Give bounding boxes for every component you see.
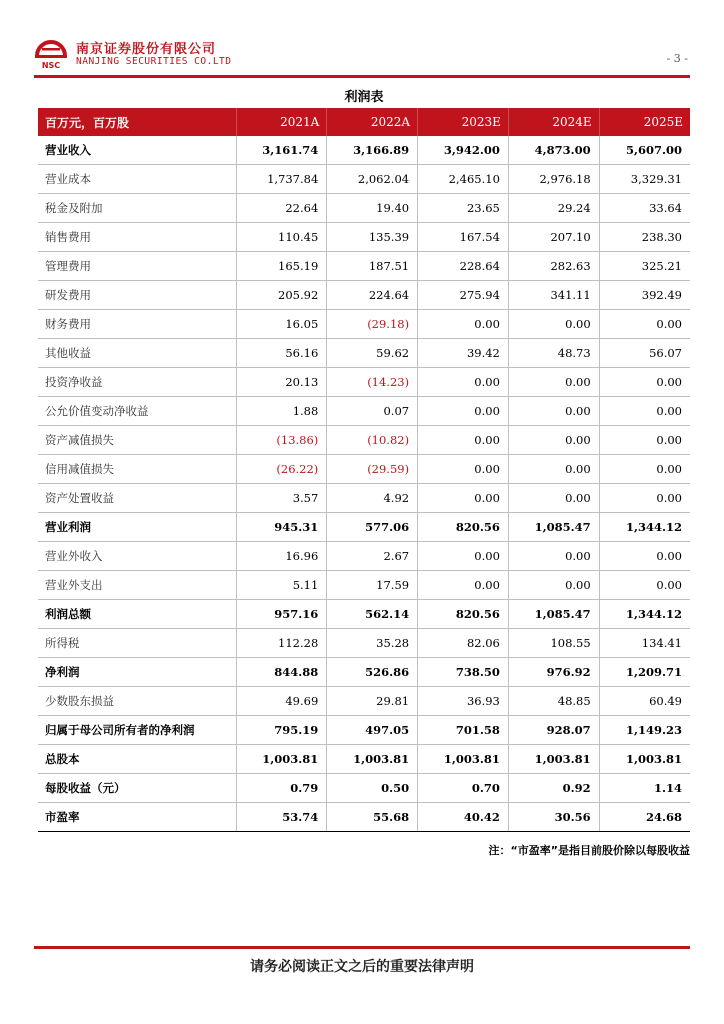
table-cell: 0.00 xyxy=(418,368,509,397)
row-label: 其他收益 xyxy=(38,339,236,368)
table-cell: 0.00 xyxy=(508,542,599,571)
row-label: 营业成本 xyxy=(38,165,236,194)
table-cell: 108.55 xyxy=(508,629,599,658)
table-header-row xyxy=(38,108,690,136)
table-row xyxy=(38,455,690,484)
table-cell: 40.42 xyxy=(418,803,509,832)
company-name-cn: 南京证券股份有限公司 xyxy=(76,42,217,57)
table-cell: 0.00 xyxy=(599,368,690,397)
nsc-logo-icon xyxy=(34,36,68,70)
table-cell: 0.92 xyxy=(508,774,599,803)
table-cell: 0.00 xyxy=(599,310,690,339)
table-cell: 341.11 xyxy=(508,281,599,310)
table-cell: 2.67 xyxy=(327,542,418,571)
table-cell: 0.00 xyxy=(599,484,690,513)
table-cell: 701.58 xyxy=(418,716,509,745)
row-label: 营业收入 xyxy=(38,136,236,165)
table-cell: 4.92 xyxy=(327,484,418,513)
table-cell: 2,062.04 xyxy=(327,165,418,194)
table-cell: 3,161.74 xyxy=(236,136,327,165)
table-cell: 0.00 xyxy=(508,397,599,426)
table-cell: 17.59 xyxy=(327,571,418,600)
table-cell: 135.39 xyxy=(327,223,418,252)
table-cell: 36.93 xyxy=(418,687,509,716)
table-cell: 976.92 xyxy=(508,658,599,687)
table-cell: 0.00 xyxy=(599,571,690,600)
table-cell: 39.42 xyxy=(418,339,509,368)
table-cell: 526.86 xyxy=(327,658,418,687)
column-header-year: 2023E xyxy=(418,108,509,136)
table-cell: 238.30 xyxy=(599,223,690,252)
table-row xyxy=(38,745,690,774)
table-cell: 1.14 xyxy=(599,774,690,803)
table-cell: 24.68 xyxy=(599,803,690,832)
table-cell: 3,166.89 xyxy=(327,136,418,165)
table-cell: 497.05 xyxy=(327,716,418,745)
table-cell: 5.11 xyxy=(236,571,327,600)
table-cell: 3,942.00 xyxy=(418,136,509,165)
table-cell: 56.16 xyxy=(236,339,327,368)
table-cell: 224.64 xyxy=(327,281,418,310)
table-cell: 0.79 xyxy=(236,774,327,803)
table-title: 利润表 xyxy=(344,90,384,105)
table-row xyxy=(38,281,690,310)
table-cell: 0.00 xyxy=(418,310,509,339)
table-cell: 33.64 xyxy=(599,194,690,223)
row-label: 营业外支出 xyxy=(38,571,236,600)
table-cell: 134.41 xyxy=(599,629,690,658)
table-cell: 0.50 xyxy=(327,774,418,803)
table-row xyxy=(38,774,690,803)
table-cell: 23.65 xyxy=(418,194,509,223)
row-label: 研发费用 xyxy=(38,281,236,310)
table-cell: 1,003.81 xyxy=(236,745,327,774)
table-cell: 207.10 xyxy=(508,223,599,252)
table-cell: 30.56 xyxy=(508,803,599,832)
table-cell: 3.57 xyxy=(236,484,327,513)
table-cell: 110.45 xyxy=(236,223,327,252)
row-label: 资产减值损失 xyxy=(38,426,236,455)
table-row xyxy=(38,629,690,658)
income-statement-table xyxy=(38,108,690,832)
table-cell: 0.00 xyxy=(508,426,599,455)
row-label: 管理费用 xyxy=(38,252,236,281)
table-cell: 1,085.47 xyxy=(508,600,599,629)
table-cell: 205.92 xyxy=(236,281,327,310)
company-name-en: NANJING SECURITIES CO.LTD xyxy=(76,56,232,67)
table-row xyxy=(38,339,690,368)
row-label: 利润总额 xyxy=(38,600,236,629)
table-row xyxy=(38,803,690,832)
table-cell: 2,465.10 xyxy=(418,165,509,194)
table-cell: 1,344.12 xyxy=(599,513,690,542)
table-row xyxy=(38,310,690,339)
table-row xyxy=(38,687,690,716)
table-cell: 0.00 xyxy=(418,397,509,426)
column-header-year: 2021A xyxy=(236,108,327,136)
table-cell: 112.28 xyxy=(236,629,327,658)
row-label: 营业外收入 xyxy=(38,542,236,571)
table-cell: 0.00 xyxy=(418,426,509,455)
table-row xyxy=(38,165,690,194)
table-cell: 56.07 xyxy=(599,339,690,368)
row-label: 每股收益（元） xyxy=(38,774,236,803)
table-cell: 167.54 xyxy=(418,223,509,252)
table-cell: 19.40 xyxy=(327,194,418,223)
table-cell: 48.73 xyxy=(508,339,599,368)
table-cell: 392.49 xyxy=(599,281,690,310)
row-label: 净利润 xyxy=(38,658,236,687)
footnote: 注：“市盈率”是指目前股价除以每股收益 xyxy=(488,844,690,857)
table-cell: 1.88 xyxy=(236,397,327,426)
legal-disclaimer-footer: 请务必阅读正文之后的重要法律声明 xyxy=(250,959,474,975)
table-cell: 738.50 xyxy=(418,658,509,687)
table-row xyxy=(38,513,690,542)
row-label: 所得税 xyxy=(38,629,236,658)
table-row xyxy=(38,426,690,455)
table-cell: 820.56 xyxy=(418,513,509,542)
row-label: 资产处置收益 xyxy=(38,484,236,513)
table-cell: 0.00 xyxy=(599,426,690,455)
table-row xyxy=(38,658,690,687)
row-label: 税金及附加 xyxy=(38,194,236,223)
table-cell: 562.14 xyxy=(327,600,418,629)
table-cell: (13.86) xyxy=(236,426,327,455)
table-cell: 22.64 xyxy=(236,194,327,223)
table-cell: 0.00 xyxy=(418,455,509,484)
row-label: 公允价值变动净收益 xyxy=(38,397,236,426)
page-header xyxy=(34,32,690,76)
table-body xyxy=(38,136,690,832)
table-cell: 1,344.12 xyxy=(599,600,690,629)
table-cell: 0.00 xyxy=(599,397,690,426)
table-cell: 795.19 xyxy=(236,716,327,745)
table-cell: 5,607.00 xyxy=(599,136,690,165)
column-header-year: 2024E xyxy=(508,108,599,136)
table-cell: 275.94 xyxy=(418,281,509,310)
table-cell: 0.00 xyxy=(599,542,690,571)
table-cell: 1,003.81 xyxy=(599,745,690,774)
table-cell: 844.88 xyxy=(236,658,327,687)
table-cell: 1,003.81 xyxy=(327,745,418,774)
row-label: 总股本 xyxy=(38,745,236,774)
table-row xyxy=(38,542,690,571)
table-cell: (29.59) xyxy=(327,455,418,484)
table-cell: 325.21 xyxy=(599,252,690,281)
table-row xyxy=(38,600,690,629)
table-cell: 1,149.23 xyxy=(599,716,690,745)
row-label: 市盈率 xyxy=(38,803,236,832)
row-label: 销售费用 xyxy=(38,223,236,252)
page-number: - 3 - xyxy=(666,52,688,65)
table-row xyxy=(38,368,690,397)
table-cell: 82.06 xyxy=(418,629,509,658)
table-cell: 1,209.71 xyxy=(599,658,690,687)
table-cell: 16.05 xyxy=(236,310,327,339)
table-cell: 49.69 xyxy=(236,687,327,716)
table-cell: 1,085.47 xyxy=(508,513,599,542)
column-header-year: 2025E xyxy=(599,108,690,136)
table-cell: 820.56 xyxy=(418,600,509,629)
table-cell: 1,737.84 xyxy=(236,165,327,194)
table-cell: 1,003.81 xyxy=(508,745,599,774)
table-cell: 16.96 xyxy=(236,542,327,571)
table-cell: 2,976.18 xyxy=(508,165,599,194)
table-cell: 0.00 xyxy=(508,571,599,600)
table-cell: 48.85 xyxy=(508,687,599,716)
table-cell: 29.81 xyxy=(327,687,418,716)
table-cell: 3,329.31 xyxy=(599,165,690,194)
table-row xyxy=(38,484,690,513)
table-row xyxy=(38,571,690,600)
row-label: 信用减值损失 xyxy=(38,455,236,484)
table-row xyxy=(38,194,690,223)
table-cell: 0.00 xyxy=(418,542,509,571)
table-cell: 0.00 xyxy=(508,484,599,513)
table-cell: 0.00 xyxy=(508,455,599,484)
table-cell: (14.23) xyxy=(327,368,418,397)
table-cell: 53.74 xyxy=(236,803,327,832)
table-cell: 0.70 xyxy=(418,774,509,803)
row-label: 归属于母公司所有者的净利润 xyxy=(38,716,236,745)
table-cell: 59.62 xyxy=(327,339,418,368)
row-label: 少数股东损益 xyxy=(38,687,236,716)
table-cell: 55.68 xyxy=(327,803,418,832)
table-cell: 957.16 xyxy=(236,600,327,629)
table-cell: 20.13 xyxy=(236,368,327,397)
column-header-year: 2022A xyxy=(327,108,418,136)
table-cell: 0.00 xyxy=(418,484,509,513)
row-label: 投资净收益 xyxy=(38,368,236,397)
table-cell: (10.82) xyxy=(327,426,418,455)
table-cell: 4,873.00 xyxy=(508,136,599,165)
table-row xyxy=(38,223,690,252)
row-label: 营业利润 xyxy=(38,513,236,542)
table-cell: 187.51 xyxy=(327,252,418,281)
table-cell: 928.07 xyxy=(508,716,599,745)
table-row xyxy=(38,136,690,165)
table-cell: 0.00 xyxy=(418,571,509,600)
footer-divider xyxy=(34,946,690,949)
table-cell: 0.07 xyxy=(327,397,418,426)
table-row xyxy=(38,252,690,281)
table-cell: 60.49 xyxy=(599,687,690,716)
table-cell: 577.06 xyxy=(327,513,418,542)
row-label: 财务费用 xyxy=(38,310,236,339)
table-cell: 945.31 xyxy=(236,513,327,542)
table-cell: 228.64 xyxy=(418,252,509,281)
table-cell: 165.19 xyxy=(236,252,327,281)
logo-text: NSC xyxy=(41,61,61,70)
column-header-units: 百万元，百万股 xyxy=(38,108,236,136)
table-row xyxy=(38,397,690,426)
table-cell: 29.24 xyxy=(508,194,599,223)
header-divider xyxy=(34,75,690,78)
table-cell: 282.63 xyxy=(508,252,599,281)
table-cell: 35.28 xyxy=(327,629,418,658)
table-row xyxy=(38,716,690,745)
table-cell: 0.00 xyxy=(508,310,599,339)
table-cell: 1,003.81 xyxy=(418,745,509,774)
table-cell: 0.00 xyxy=(599,455,690,484)
table-cell: 0.00 xyxy=(508,368,599,397)
table-cell: (26.22) xyxy=(236,455,327,484)
table-cell: (29.18) xyxy=(327,310,418,339)
